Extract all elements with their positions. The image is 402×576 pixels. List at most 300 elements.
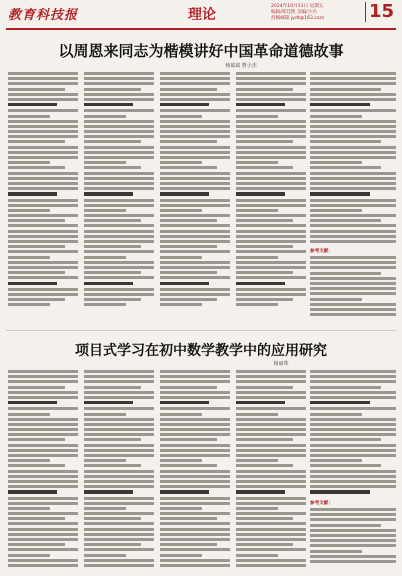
article2-column-4 [236,370,306,570]
text-line [310,93,396,96]
text-line [8,512,78,515]
text-line [160,266,230,269]
text-line [310,475,396,478]
text-line [310,266,396,269]
text-line [84,293,154,296]
text-line [8,470,78,473]
masthead [6,2,396,28]
text-line [8,490,57,493]
text-line [8,219,65,222]
text-line [8,475,78,478]
text-line [84,528,154,531]
text-line [310,72,396,75]
text-line [84,298,141,301]
text-line [84,230,154,233]
text-line [160,407,230,410]
text-line [84,82,154,85]
article2-references-label: 参考文献： [310,501,333,506]
text-line [310,240,396,243]
text-line [8,140,65,143]
text-line [160,282,209,285]
text-line [84,485,154,488]
article2-column-5 [310,370,396,496]
text-line [84,166,141,169]
text-line [84,177,154,180]
text-line [160,115,202,118]
text-line [8,77,78,80]
text-line [236,464,293,467]
editor-credit: 编辑/邢佳艳 美编/小名 [271,10,317,15]
text-line [310,277,396,280]
text-line [236,502,306,505]
text-line [310,539,396,542]
text-line [84,93,154,96]
text-line [310,287,396,290]
text-line [310,418,396,421]
text-line [8,199,78,202]
text-line [236,522,306,525]
text-line [310,534,396,537]
text-line [84,407,154,410]
text-line [310,98,396,101]
text-line [8,497,78,500]
text-line [160,438,217,441]
text-line [84,444,154,447]
text-line [84,120,154,123]
text-line [160,172,230,175]
text-line [84,288,154,291]
text-line [160,543,217,546]
text-line [236,370,306,373]
masthead-rule [6,28,396,30]
text-line [8,192,57,195]
text-line [8,407,78,410]
text-line [84,151,154,154]
text-line [160,235,230,238]
article2-column-1 [8,370,78,570]
text-line [236,470,306,473]
text-line [8,428,78,431]
text-line [236,490,285,493]
text-line [310,524,381,527]
text-line [236,438,293,441]
article2-author: 杨丽珠 [273,361,289,367]
text-line [8,135,78,138]
text-line [8,433,78,436]
text-line [84,418,154,421]
text-line [310,177,396,180]
text-line [160,548,230,551]
text-line [160,538,230,541]
text-line [310,209,362,212]
text-line [8,391,78,394]
text-line [236,172,306,175]
text-line [84,548,154,551]
text-line [8,485,78,488]
text-line [236,507,278,510]
text-line [310,308,396,311]
text-line [236,485,306,488]
text-line [8,109,78,112]
text-line [160,146,230,149]
text-line [84,135,154,138]
text-line [236,564,306,567]
text-line [310,391,396,394]
text-line [84,187,154,190]
page-number: 15 [365,2,394,22]
text-line [236,548,306,551]
text-line [160,209,202,212]
text-line [8,438,65,441]
text-line [310,433,396,436]
newspaper-logo: 教育科技报 [8,8,79,23]
text-line [310,187,396,190]
text-line [84,146,154,149]
text-line [84,209,126,212]
text-line [310,544,396,547]
text-line [160,204,230,207]
text-line [160,375,230,378]
text-line [310,480,396,483]
text-line [8,288,78,291]
text-line [8,177,78,180]
text-line [236,512,306,515]
text-line [8,413,50,416]
text-line [84,240,154,243]
text-line [160,140,217,143]
text-line [84,438,141,441]
text-line [84,490,133,493]
text-line [310,151,396,154]
text-line [8,115,50,118]
text-line [310,386,381,389]
text-line [84,103,133,106]
text-line [236,182,306,185]
text-line [8,204,78,207]
text-line [160,386,217,389]
text-line [236,449,306,452]
article1-references-label: 参考文献： [310,249,333,254]
article1-references-body [310,256,396,316]
text-line [8,146,78,149]
text-line [236,497,306,500]
text-line [8,517,65,520]
text-line [84,464,141,467]
text-line [236,554,278,557]
text-line [160,77,230,80]
text-line [310,282,396,285]
text-line [236,224,306,227]
text-line [160,219,217,222]
text-line [84,245,141,248]
text-line [236,245,293,248]
article1-references [310,248,396,324]
text-line [84,380,154,383]
text-line [236,517,293,520]
text-line [236,98,306,101]
text-line [236,444,306,447]
text-line [160,413,202,416]
text-line [8,224,78,227]
text-line [160,214,230,217]
text-line [236,475,306,478]
text-line [310,485,396,488]
text-line [84,538,154,541]
text-line [236,214,306,217]
text-line [84,564,154,567]
text-line [84,375,154,378]
article1-author: 杨斌斌 曹小杰 [225,63,257,69]
text-line [236,230,306,233]
text-line [236,72,306,75]
text-line [84,271,141,274]
text-line [236,428,306,431]
text-line [236,386,293,389]
text-line [8,459,50,462]
text-line [236,204,306,207]
text-line [8,548,78,551]
text-line [84,204,154,207]
text-line [160,433,230,436]
text-line [160,120,230,123]
text-line [8,72,78,75]
text-line [236,209,278,212]
text-line [160,564,230,567]
text-line [160,182,230,185]
text-line [160,161,202,164]
text-line [160,125,230,128]
text-line [236,459,278,462]
text-line [160,423,230,426]
text-line [8,401,57,404]
text-line [236,125,306,128]
text-line [8,151,78,154]
text-line [310,550,362,553]
text-line [310,464,381,467]
text-line [8,235,78,238]
text-line [310,120,396,123]
text-line [236,120,306,123]
text-line [160,528,230,531]
article1-title: 以周恩来同志为楷模讲好中国革命道德故事 [58,42,344,60]
text-line [310,508,396,511]
text-line [236,235,306,238]
text-line [310,423,396,426]
text-line [160,192,209,195]
text-line [236,192,285,195]
text-line [160,82,230,85]
text-line [160,240,230,243]
text-line [160,464,217,467]
text-line [236,266,306,269]
text-line [310,204,396,207]
text-line [160,401,209,404]
text-line [84,507,126,510]
text-line [8,396,78,399]
text-line [84,480,154,483]
text-line [236,82,306,85]
section-title: 理论 [188,7,216,23]
text-line [236,454,306,457]
text-line [160,88,217,91]
text-line [160,271,217,274]
text-line [84,433,154,436]
text-line [310,407,396,410]
text-line [236,109,306,112]
masthead-meta [271,4,366,22]
text-line [8,464,65,467]
text-line [310,224,396,227]
text-line [84,559,154,562]
article2-column-2 [84,370,154,570]
text-line [310,396,396,399]
text-line [160,276,230,279]
text-line [310,261,396,264]
article1-column-4 [236,72,306,310]
text-line [8,502,78,505]
text-line [84,161,126,164]
text-line [84,192,133,195]
text-line [84,423,154,426]
text-line [236,407,306,410]
text-line [236,219,293,222]
text-line [84,497,154,500]
text-line [160,177,230,180]
text-line [160,559,230,562]
text-line [310,298,362,301]
text-line [236,433,306,436]
text-line [160,470,230,473]
text-line [8,98,78,101]
article1-column-1 [8,72,78,310]
text-line [310,219,381,222]
text-line [160,245,217,248]
text-line [310,214,396,217]
text-line [160,103,209,106]
text-line [310,88,381,91]
text-line [84,214,154,217]
text-line [236,151,306,154]
text-line [8,276,78,279]
text-line [84,370,154,373]
text-line [310,303,396,306]
text-line [310,370,396,373]
text-line [8,282,57,285]
text-line [310,199,396,202]
text-line [310,313,396,316]
text-line [8,156,78,159]
article1-column-2 [84,72,154,310]
text-line [310,459,362,462]
text-line [84,125,154,128]
text-line [8,480,78,483]
text-line [84,115,126,118]
text-line [84,98,154,101]
text-line [8,130,78,133]
text-line [310,77,396,80]
text-line [84,261,154,264]
text-line [160,428,230,431]
text-line [8,245,65,248]
text-line [160,396,230,399]
text-line [236,161,278,164]
text-line [236,250,306,253]
text-line [310,470,396,473]
text-line [84,282,133,285]
text-line [84,533,154,536]
text-line [236,271,293,274]
text-line [236,413,278,416]
text-line [84,517,141,520]
article-divider [6,330,396,331]
text-line [8,444,78,447]
text-line [160,459,202,462]
text-line [84,130,154,133]
text-line [84,303,126,306]
text-line [84,224,154,227]
text-line [310,292,396,295]
text-line [310,230,396,233]
text-line [310,490,370,493]
text-line [160,475,230,478]
text-line [236,396,306,399]
text-line [8,250,78,253]
text-line [310,375,396,378]
text-line [236,256,278,259]
text-line [160,109,230,112]
text-line [84,449,154,452]
text-line [310,82,396,85]
text-line [160,554,202,557]
text-line [8,522,78,525]
text-line [236,480,306,483]
text-line [160,391,230,394]
text-line [8,386,65,389]
text-line [160,507,202,510]
text-line [310,401,370,404]
text-line [160,166,217,169]
text-line [310,518,396,521]
text-line [160,485,230,488]
text-line [8,214,78,217]
text-line [236,103,285,106]
text-line [8,533,78,536]
text-line [160,370,230,373]
text-line [160,199,230,202]
text-line [84,512,154,515]
text-line [8,88,65,91]
text-line [160,512,230,515]
text-line [84,522,154,525]
text-line [236,293,306,296]
text-line [84,502,154,505]
article1-column-5 [310,72,396,244]
text-line [236,391,306,394]
text-line [236,156,306,159]
text-line [84,543,141,546]
text-line [8,230,78,233]
text-line [236,533,306,536]
text-line [84,276,154,279]
text-line [84,459,126,462]
text-line [8,125,78,128]
text-line [236,115,278,118]
article2-references-body [310,508,396,563]
text-line [310,103,370,106]
text-line [8,293,78,296]
text-line [236,380,306,383]
text-line [8,256,50,259]
